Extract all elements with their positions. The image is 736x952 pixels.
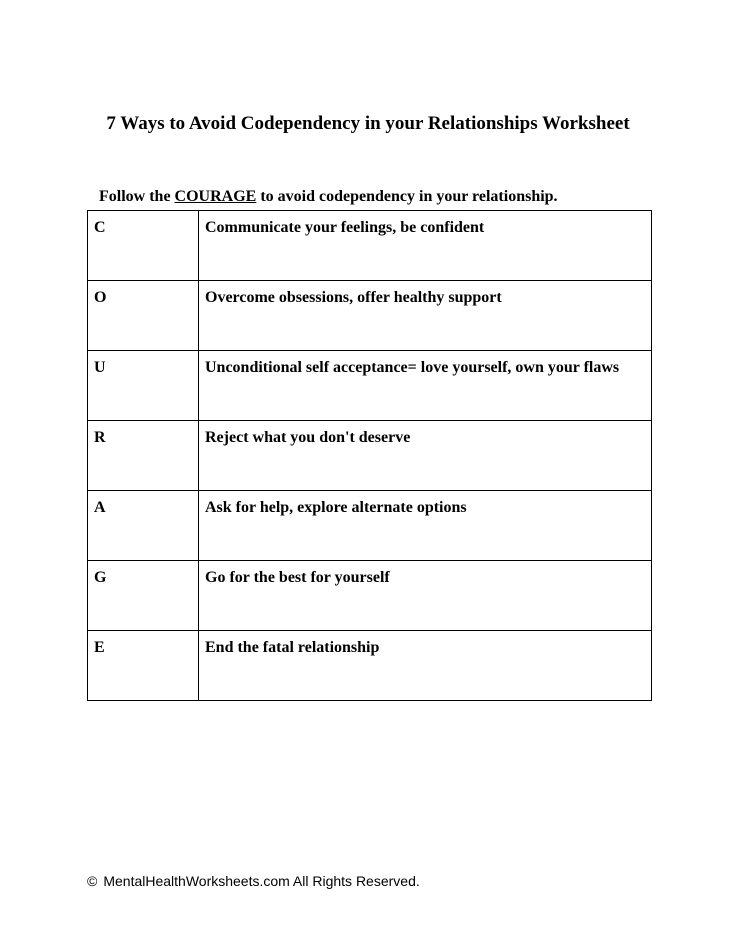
courage-table	[87, 210, 652, 701]
row-letter: G	[88, 561, 199, 631]
intro-text-before: Follow the	[99, 188, 175, 205]
row-text: End the fatal relationship	[199, 631, 652, 701]
worksheet-title: 7 Ways to Avoid Codependency in your Relationships Worksheet	[106, 113, 630, 134]
table-row	[88, 281, 652, 351]
copyright-text: MentalHealthWorksheets.com All Rights Reserved.	[103, 873, 420, 889]
intro-text-after: to avoid codependency in your relationship.	[256, 188, 558, 205]
table-row	[88, 631, 652, 701]
row-letter: O	[88, 281, 199, 351]
row-letter: U	[88, 351, 199, 421]
intro-keyword: COURAGE	[174, 188, 257, 205]
row-text: Overcome obsessions, offer healthy support	[199, 281, 652, 351]
row-text: Communicate your feelings, be confident	[199, 211, 652, 281]
row-letter: A	[88, 491, 199, 561]
row-text: Ask for help, explore alternate options	[199, 491, 652, 561]
copyright-footer	[87, 873, 420, 889]
table-row	[88, 351, 652, 421]
row-text: Go for the best for yourself	[199, 561, 652, 631]
row-text: Reject what you don't deserve	[199, 421, 652, 491]
table-row	[88, 211, 652, 281]
copyright-icon: ©	[87, 873, 98, 889]
row-letter: R	[88, 421, 199, 491]
table-row	[88, 421, 652, 491]
row-letter: C	[88, 211, 199, 281]
table-row	[88, 491, 652, 561]
row-text: Unconditional self acceptance= love yourself, own your flaws	[199, 351, 652, 421]
intro-instruction	[99, 188, 558, 206]
table-row	[88, 561, 652, 631]
row-letter: E	[88, 631, 199, 701]
